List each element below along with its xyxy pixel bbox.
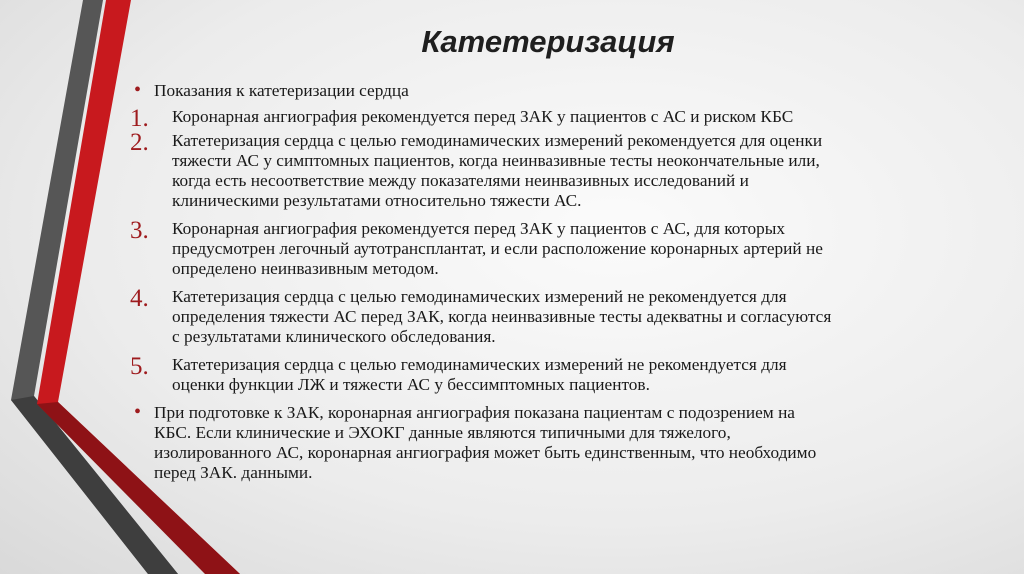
slide-content [130,81,1010,483]
item-text-line: изолированного АС, коронарная ангиография может быть единственным, что необходимо [154,443,817,462]
item-text-line: Катетеризация сердца с целью гемодинамических измерений не рекомендуется для [172,355,787,374]
item-number: 4. [130,285,149,312]
numbered-item [130,355,1010,395]
item-text-line: Коронарная ангиография рекомендуется перед ЗАК у пациентов с АС и риском КБС [172,107,794,126]
slide-title: Катетеризация [421,24,675,59]
item-text-line: При подготовке к ЗАК, коронарная ангиография показана пациентам с подозрением на [154,403,795,422]
bullet-item [130,81,1010,101]
item-text-line: КБС. Если клинические и ЭХОКГ данные являются типичными для тяжелого, [154,423,731,442]
item-text-line: с результатами клинического обследования. [172,327,496,346]
item-text-line: предусмотрен легочный аутотрансплантат, и если расположение коронарных артерий не [172,239,823,258]
item-text-line: перед ЗАК. данными. [154,463,313,482]
numbered-item [130,131,1010,211]
numbered-item [130,287,1010,347]
numbered-item [130,105,1010,132]
item-text-line: Катетеризация сердца с целью гемодинамических измерений не рекомендуется для [172,287,787,306]
item-text-line: Катетеризация сердца с целью гемодинамических измерений рекомендуется для оценки [172,131,823,150]
item-text-line: клиническими результатами относительно тяжести АС. [172,191,582,210]
item-number: 2. [130,129,149,156]
bullet-marker: • [134,79,142,101]
item-text-line: когда есть несоответствие между показателями неинвазивных исследований и [172,171,749,190]
item-text-line: Коронарная ангиография рекомендуется перед ЗАК у пациентов с АС, для которых [172,219,786,238]
bullet-marker: • [134,401,142,423]
item-text-line: оценки функции ЛЖ и тяжести АС у бессимптомных пациентов. [172,375,650,394]
item-number: 1. [130,105,149,132]
item-text-line: определения тяжести АС перед ЗАК, когда неинвазивные тесты адекватны и согласуются [172,307,832,326]
item-text-line: тяжести АС у симптомных пациентов, когда неинвазивные тесты неокончательные или, [172,151,820,170]
numbered-item [130,219,1010,279]
item-text-line: Показания к катетеризации сердца [154,81,409,100]
bullet-item [130,403,1010,483]
item-text-line: определено неинвазивным методом. [172,259,439,278]
item-number: 5. [130,353,149,380]
item-number: 3. [130,217,149,244]
